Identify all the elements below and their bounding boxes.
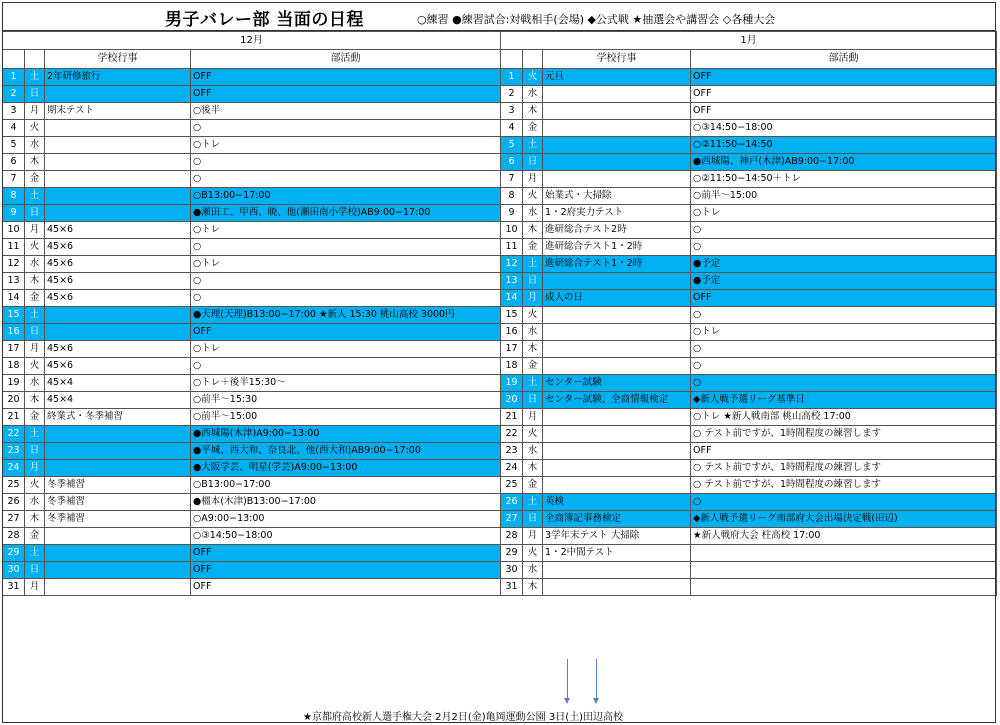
- weekday: 月: [25, 579, 45, 596]
- weekday: 木: [523, 579, 543, 596]
- club-activity: [691, 562, 997, 579]
- table-row: [3, 409, 997, 426]
- weekday: 月: [523, 171, 543, 188]
- club-activity: ○トレ ★新人戦南部 桃山高校 17:00: [691, 409, 997, 426]
- weekday: 火: [523, 307, 543, 324]
- school-event: センター試験、全商情報検定: [543, 392, 691, 409]
- page-title: 男子バレー部 当面の日程: [165, 10, 364, 30]
- weekday: 木: [523, 222, 543, 239]
- school-event: 3学年末テスト 大掃除: [543, 528, 691, 545]
- table-row: [3, 562, 997, 579]
- school-event: 進研総合テスト2時: [543, 222, 691, 239]
- school-event: [543, 358, 691, 375]
- table-row: [3, 477, 997, 494]
- day-number: 31: [3, 579, 25, 596]
- weekday: 水: [25, 256, 45, 273]
- day-number: 17: [3, 341, 25, 358]
- weekday: 土: [523, 494, 543, 511]
- day-number: 20: [3, 392, 25, 409]
- table-row: [3, 205, 997, 222]
- weekday: 木: [25, 154, 45, 171]
- day-number: 9: [3, 205, 25, 222]
- weekday: 月: [523, 528, 543, 545]
- weekday: 金: [523, 358, 543, 375]
- club-activity: OFF: [191, 562, 501, 579]
- day-number: 24: [501, 460, 523, 477]
- schedule-table: [2, 31, 997, 596]
- weekday: 月: [25, 460, 45, 477]
- school-event: [543, 460, 691, 477]
- school-event: 45×6: [45, 290, 191, 307]
- day-number: 23: [3, 443, 25, 460]
- table-row: [3, 358, 997, 375]
- club-activity: ◆新人戦予選リーグ南部府大会出場決定戦(田辺): [691, 511, 997, 528]
- club-activity: OFF: [691, 86, 997, 103]
- weekday: 土: [25, 545, 45, 562]
- day-number: 21: [3, 409, 25, 426]
- table-row: [3, 511, 997, 528]
- school-event: [543, 562, 691, 579]
- weekday: 日: [25, 562, 45, 579]
- weekday: 火: [25, 358, 45, 375]
- club-activity: OFF: [191, 86, 501, 103]
- table-row: [3, 137, 997, 154]
- table-row: [3, 69, 997, 86]
- school-event: [543, 477, 691, 494]
- school-event: 1・2中間テスト: [543, 545, 691, 562]
- day-number: 22: [3, 426, 25, 443]
- day-number: 28: [501, 528, 523, 545]
- day-number: 16: [501, 324, 523, 341]
- day-number: 11: [3, 239, 25, 256]
- weekday: 土: [25, 307, 45, 324]
- club-activity: ○トレ: [191, 341, 501, 358]
- club-activity: ○②11:50−14:50＋トレ: [691, 171, 997, 188]
- weekday: 水: [523, 86, 543, 103]
- club-activity: ○: [691, 307, 997, 324]
- day-number: 30: [501, 562, 523, 579]
- club-activity: ○: [691, 494, 997, 511]
- school-event: [45, 154, 191, 171]
- weekday: 日: [523, 392, 543, 409]
- day-number: 27: [501, 511, 523, 528]
- day-number: 8: [3, 188, 25, 205]
- club-activity: [691, 545, 997, 562]
- weekday: 木: [523, 460, 543, 477]
- school-event: 45×4: [45, 392, 191, 409]
- weekday: 火: [25, 239, 45, 256]
- day-number: 8: [501, 188, 523, 205]
- table-row: [3, 528, 997, 545]
- club-activity: ○前半〜15:00: [691, 188, 997, 205]
- table-row: [3, 341, 997, 358]
- school-event: 45×6: [45, 358, 191, 375]
- day-number: 15: [501, 307, 523, 324]
- day-number: 14: [501, 290, 523, 307]
- school-event: [45, 562, 191, 579]
- weekday: 金: [523, 239, 543, 256]
- table-row: [3, 171, 997, 188]
- club-activity: OFF: [691, 290, 997, 307]
- school-event: [45, 307, 191, 324]
- table-row: [3, 273, 997, 290]
- school-event: 進研総合テスト1・2時: [543, 239, 691, 256]
- weekday: 金: [25, 528, 45, 545]
- school-event: [543, 324, 691, 341]
- school-event: [543, 273, 691, 290]
- club-activity: ○トレ: [691, 324, 997, 341]
- school-event: 2年研修旅行: [45, 69, 191, 86]
- weekday: 土: [523, 256, 543, 273]
- month-january: 1月: [501, 32, 997, 50]
- day-number: 11: [501, 239, 523, 256]
- school-event: [45, 137, 191, 154]
- school-event: [45, 579, 191, 596]
- day-number: 20: [501, 392, 523, 409]
- school-event: 45×4: [45, 375, 191, 392]
- club-activity: ○: [191, 273, 501, 290]
- day-number: 7: [501, 171, 523, 188]
- table-row: [3, 290, 997, 307]
- month-december: 12月: [3, 32, 501, 50]
- day-number: 30: [3, 562, 25, 579]
- day-number: 1: [501, 69, 523, 86]
- school-event: 始業式・大掃除: [543, 188, 691, 205]
- col-club-activities: 部活動: [191, 50, 501, 69]
- weekday: 月: [25, 341, 45, 358]
- club-activity: [691, 579, 997, 596]
- table-row: [3, 426, 997, 443]
- day-number: 10: [3, 222, 25, 239]
- day-number: 18: [3, 358, 25, 375]
- school-event: [45, 545, 191, 562]
- col-school-events: 学校行事: [45, 50, 191, 69]
- club-activity: OFF: [191, 324, 501, 341]
- school-event: [45, 188, 191, 205]
- club-activity: ○③14:50−18:00: [191, 528, 501, 545]
- school-event: [543, 307, 691, 324]
- day-number: 23: [501, 443, 523, 460]
- club-activity: ○: [691, 222, 997, 239]
- day-number: 1: [3, 69, 25, 86]
- day-number: 29: [3, 545, 25, 562]
- school-event: [45, 426, 191, 443]
- weekday: 木: [25, 392, 45, 409]
- day-number: 16: [3, 324, 25, 341]
- day-number: 4: [3, 120, 25, 137]
- day-number: 25: [501, 477, 523, 494]
- club-activity: ○: [191, 290, 501, 307]
- school-event: 冬季補習: [45, 494, 191, 511]
- weekday: 金: [25, 409, 45, 426]
- club-activity: ○後半: [191, 103, 501, 120]
- club-activity: ○: [691, 341, 997, 358]
- weekday: 日: [523, 154, 543, 171]
- school-event: [543, 137, 691, 154]
- weekday: 土: [25, 188, 45, 205]
- day-number: 5: [3, 137, 25, 154]
- table-row: [3, 494, 997, 511]
- club-activity: ●天理(天理)B13:00−17:00 ★新人 15:30 桃山高校 3000円: [191, 307, 501, 324]
- day-number: 17: [501, 341, 523, 358]
- day-number: 28: [3, 528, 25, 545]
- weekday: 水: [25, 494, 45, 511]
- table-row: [3, 239, 997, 256]
- club-activity: ○B13:00−17:00: [191, 477, 501, 494]
- day-number: 29: [501, 545, 523, 562]
- day-number: 2: [501, 86, 523, 103]
- club-activity: ○ テスト前ですが、1時間程度の練習します: [691, 426, 997, 443]
- weekday: 日: [25, 205, 45, 222]
- table-row: [3, 120, 997, 137]
- school-event: 45×6: [45, 222, 191, 239]
- school-event: 1・2府実力テスト: [543, 205, 691, 222]
- school-event: [543, 341, 691, 358]
- weekday: 木: [25, 511, 45, 528]
- school-event: [543, 171, 691, 188]
- school-event: [45, 460, 191, 477]
- school-event: センター試験: [543, 375, 691, 392]
- weekday: 月: [523, 290, 543, 307]
- day-number: 12: [3, 256, 25, 273]
- club-activity: OFF: [691, 443, 997, 460]
- weekday: 水: [523, 443, 543, 460]
- day-number: 13: [501, 273, 523, 290]
- day-number: 5: [501, 137, 523, 154]
- school-event: [45, 120, 191, 137]
- club-activity: ○トレ: [191, 222, 501, 239]
- day-number: 26: [501, 494, 523, 511]
- day-number: 14: [3, 290, 25, 307]
- table-row: [3, 460, 997, 477]
- club-activity: ●西城陽(木津)A9:00−13:00: [191, 426, 501, 443]
- weekday: 日: [25, 324, 45, 341]
- day-number: 2: [3, 86, 25, 103]
- club-activity: ●西城陽、神戸(木津)AB9:00−17:00: [691, 154, 997, 171]
- weekday: 火: [25, 477, 45, 494]
- day-number: 13: [3, 273, 25, 290]
- weekday: 水: [523, 324, 543, 341]
- table-row: [3, 545, 997, 562]
- weekday: 土: [523, 137, 543, 154]
- weekday: 火: [523, 545, 543, 562]
- day-number: 3: [501, 103, 523, 120]
- day-number: 12: [501, 256, 523, 273]
- weekday: 日: [25, 443, 45, 460]
- school-event: [543, 579, 691, 596]
- col-school-events: 学校行事: [543, 50, 691, 69]
- weekday: 土: [523, 375, 543, 392]
- weekday: 金: [523, 477, 543, 494]
- weekday: 火: [523, 69, 543, 86]
- day-number: 21: [501, 409, 523, 426]
- day-number: 3: [3, 103, 25, 120]
- table-row: [3, 392, 997, 409]
- club-activity: ○トレ: [691, 205, 997, 222]
- club-activity: ○前半〜15:30: [191, 392, 501, 409]
- club-activity: ○: [691, 239, 997, 256]
- school-event: [45, 86, 191, 103]
- club-activity: ○前半〜15:00: [191, 409, 501, 426]
- club-activity: ○A9:00−13:00: [191, 511, 501, 528]
- weekday: 金: [523, 120, 543, 137]
- weekday: 金: [25, 290, 45, 307]
- club-activity: ○: [191, 120, 501, 137]
- school-event: 45×6: [45, 239, 191, 256]
- club-activity: OFF: [691, 103, 997, 120]
- table-row: [3, 154, 997, 171]
- club-activity: ○: [691, 375, 997, 392]
- school-event: 元旦: [543, 69, 691, 86]
- weekday: 金: [25, 171, 45, 188]
- day-number: 7: [3, 171, 25, 188]
- club-activity: ○トレ: [191, 137, 501, 154]
- day-number: 4: [501, 120, 523, 137]
- school-event: 終業式・冬季補習: [45, 409, 191, 426]
- weekday: 土: [25, 426, 45, 443]
- school-event: [45, 171, 191, 188]
- title-row: [2, 2, 996, 31]
- school-event: [543, 103, 691, 120]
- weekday: 月: [25, 103, 45, 120]
- weekday: 日: [523, 511, 543, 528]
- club-activity: ○ テスト前ですが、1時間程度の練習します: [691, 460, 997, 477]
- club-activity: ●大阪学芸、明星(学芸)A9:00−13:00: [191, 460, 501, 477]
- club-activity: ●平城、西大和、奈良北、他(西大和)AB9:00−17:00: [191, 443, 501, 460]
- table-row: [3, 103, 997, 120]
- day-number: 10: [501, 222, 523, 239]
- club-activity: ○トレ: [191, 256, 501, 273]
- weekday: 水: [25, 375, 45, 392]
- weekday: 水: [523, 562, 543, 579]
- table-row: [3, 256, 997, 273]
- club-activity: ○: [191, 358, 501, 375]
- table-row: [3, 222, 997, 239]
- day-number: 27: [3, 511, 25, 528]
- club-activity: OFF: [191, 69, 501, 86]
- weekday: 日: [25, 86, 45, 103]
- school-event: [543, 409, 691, 426]
- table-row: [3, 188, 997, 205]
- weekday: 木: [523, 103, 543, 120]
- school-event: 冬季補習: [45, 511, 191, 528]
- weekday: 土: [25, 69, 45, 86]
- weekday: 日: [523, 273, 543, 290]
- club-activity: ●予定: [691, 273, 997, 290]
- school-event: [543, 426, 691, 443]
- day-number: 25: [3, 477, 25, 494]
- table-row: [3, 86, 997, 103]
- arrow-down-icon: [567, 659, 568, 699]
- legend: ○練習 ●練習試合:対戦相手(会場) ◆公式戦 ★抽選会や講習会 ◇各種大会: [417, 13, 776, 26]
- school-event: [45, 324, 191, 341]
- table-row: [3, 375, 997, 392]
- school-event: 45×6: [45, 273, 191, 290]
- club-activity: ○②11:50−14:50: [691, 137, 997, 154]
- club-activity: ◆新人戦予選リーグ基準日: [691, 392, 997, 409]
- school-event: [45, 205, 191, 222]
- school-event: [543, 86, 691, 103]
- school-event: 全商簿記事務検定: [543, 511, 691, 528]
- club-activity: ○: [691, 358, 997, 375]
- club-activity: ●予定: [691, 256, 997, 273]
- weekday: 月: [25, 222, 45, 239]
- weekday: 水: [25, 137, 45, 154]
- school-event: [543, 443, 691, 460]
- weekday: 水: [523, 205, 543, 222]
- day-number: 18: [501, 358, 523, 375]
- arrow-down-icon: [596, 659, 597, 699]
- weekday: 木: [25, 273, 45, 290]
- table-row: [3, 324, 997, 341]
- club-activity: ★新人戦府大会 柱高校 17:00: [691, 528, 997, 545]
- footer-note: ★京都府高校新人選手権大会 2月2日(金)亀岡運動公園 3日(土)田辺高校: [303, 712, 624, 723]
- day-number: 31: [501, 579, 523, 596]
- club-activity: OFF: [191, 545, 501, 562]
- school-event: 英検: [543, 494, 691, 511]
- table-row: [3, 443, 997, 460]
- club-activity: ○: [191, 154, 501, 171]
- club-activity: ●橿本(木津)B13:00−17:00: [191, 494, 501, 511]
- day-number: 24: [3, 460, 25, 477]
- school-event: 成人の日: [543, 290, 691, 307]
- day-number: 15: [3, 307, 25, 324]
- club-activity: OFF: [191, 579, 501, 596]
- school-event: [45, 528, 191, 545]
- table-row: [3, 579, 997, 596]
- school-event: 期末テスト: [45, 103, 191, 120]
- weekday: 月: [523, 409, 543, 426]
- school-event: 進研総合テスト1・2時: [543, 256, 691, 273]
- day-number: 6: [501, 154, 523, 171]
- col-club-activities: 部活動: [691, 50, 997, 69]
- weekday: 火: [25, 120, 45, 137]
- day-number: 26: [3, 494, 25, 511]
- school-event: [543, 154, 691, 171]
- school-event: 45×6: [45, 256, 191, 273]
- day-number: 19: [501, 375, 523, 392]
- club-activity: ○B13:00−17:00: [191, 188, 501, 205]
- club-activity: ○ テスト前ですが、1時間程度の練習します: [691, 477, 997, 494]
- club-activity: ○: [191, 239, 501, 256]
- club-activity: ○トレ＋後半15:30〜: [191, 375, 501, 392]
- school-event: [543, 120, 691, 137]
- club-activity: OFF: [691, 69, 997, 86]
- weekday: 木: [523, 341, 543, 358]
- weekday: 火: [523, 188, 543, 205]
- table-row: [3, 307, 997, 324]
- weekday: 火: [523, 426, 543, 443]
- school-event: [45, 443, 191, 460]
- school-event: 冬季補習: [45, 477, 191, 494]
- day-number: 9: [501, 205, 523, 222]
- day-number: 6: [3, 154, 25, 171]
- day-number: 19: [3, 375, 25, 392]
- club-activity: ●瀬田工、甲西、暁、他(瀬田南小学校)AB9:00−17:00: [191, 205, 501, 222]
- club-activity: ○③14:50−18:00: [691, 120, 997, 137]
- club-activity: ○: [191, 171, 501, 188]
- school-event: 45×6: [45, 341, 191, 358]
- day-number: 22: [501, 426, 523, 443]
